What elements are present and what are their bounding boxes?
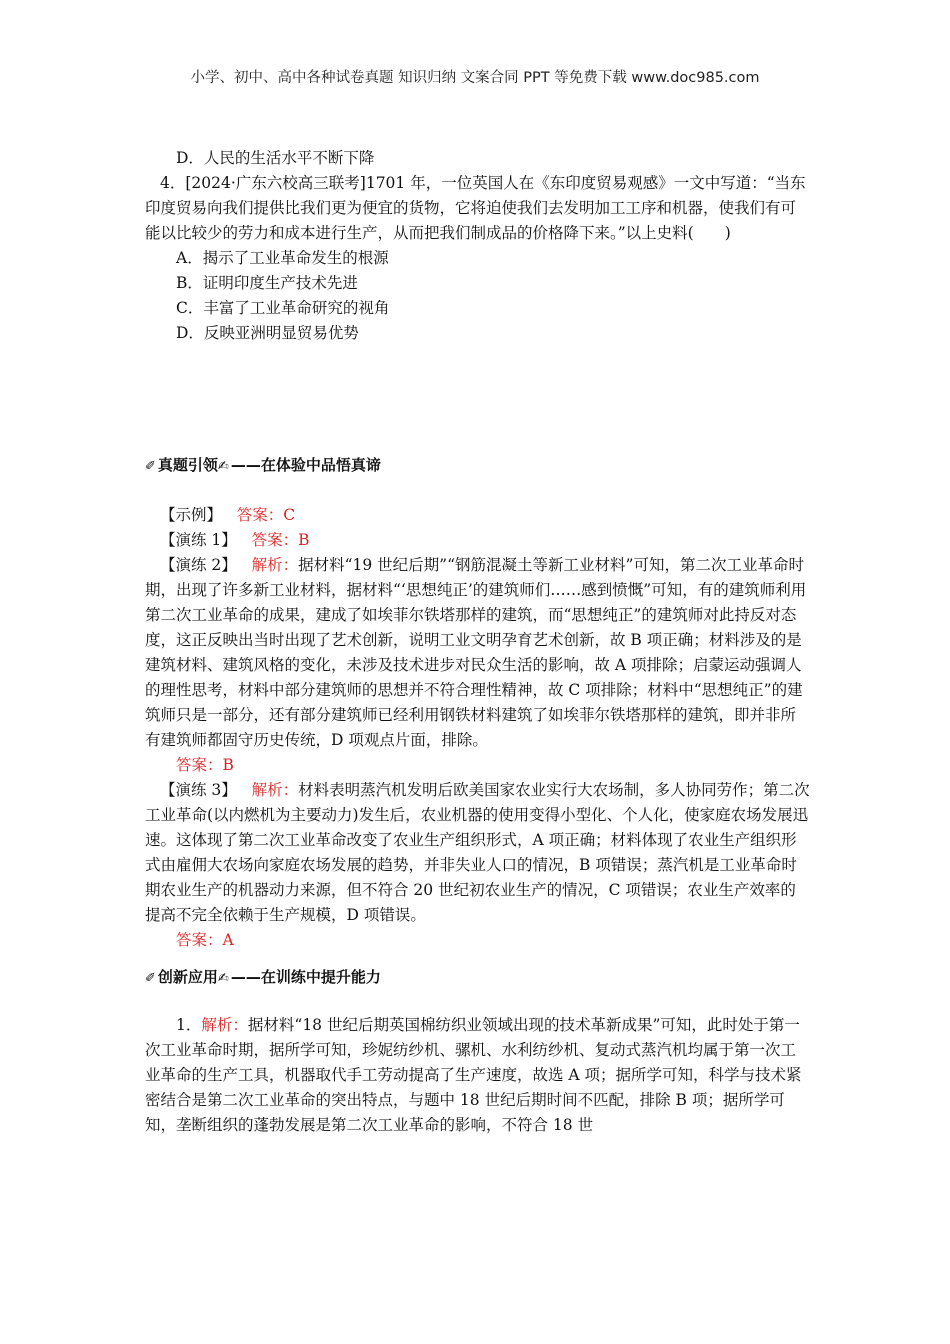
example-label: 【示例】: [160, 506, 223, 524]
item-1-analysis-label: 解析：: [201, 1016, 248, 1034]
drill-2-analysis: [145, 553, 810, 753]
item-1-number: 1．: [176, 1016, 202, 1034]
drill-1-label: 【演练 1】: [160, 531, 237, 549]
document-body: [145, 146, 810, 1138]
pen-icon: ✐: [145, 459, 156, 474]
writing-hand-icon: ✍: [217, 459, 229, 474]
example-answer: [145, 503, 810, 528]
page-header: 小学、初中、高中各种试卷真题 知识归纳 文案合同 PPT 等免费下载 www.doc985.com: [190, 70, 760, 86]
q4-option-d: D．反映亚洲明显贸易优势: [176, 324, 359, 342]
drill-2-analysis-text: 据材料“19 世纪后期”“钢筋混凝土等新工业材料”可知，第二次工业革命时期，出现了许多新工业材料，据材料“‘思想纯正’的建筑师们……感到愤慨”可知，有的建筑师利用第二次工业革命的成果，建成了如埃菲尔铁塔那样的建筑，而“思想纯正”的建筑师对此持反对态度，这正反映出当时出现了艺术创新，说明工业文明孕育艺术创新，故 B 项正确；材料涉及的是建筑材料、建筑风格的变化，未涉及技术进步对民众生活的影响，故 A 项排除；启蒙运动强调人的理性思考，材料中部分建筑师的思想并不符合理性精神，故 C 项排除；材料中“思想纯正”的建筑师只是一部分，还有部分建筑师已经利用钢铁材料建筑了如埃菲尔铁塔那样的建筑，即并非所有建筑师都固守历史传统，D 项观点片面，排除。: [145, 556, 807, 749]
drill-3-analysis: [145, 778, 810, 928]
section-heading-innovation: ✐ 创新应用✍ ——在训练中提升能力: [145, 968, 381, 986]
q4-option-a: A．揭示了工业革命发生的根源: [176, 249, 389, 267]
drill-2-answer: 答案：B: [176, 756, 234, 774]
drill-2-label: 【演练 2】: [160, 556, 237, 574]
example-answer-text: 答案：C: [236, 506, 296, 524]
question-4-stem: 4．[2024·广东六校高三联考]1701 年，一位英国人在《东印度贸易观感》一文中写道：“当东印度贸易向我们提供比我们更为便宜的货物，它将迫使我们去发明加工工序和机器，使我们有可能以比较少的劳力和成本进行生产，从而把我们制成品的价格降下来。”以上史料( ): [145, 174, 806, 242]
drill-1-answer-text: 答案：B: [251, 531, 310, 549]
item-1-analysis-text: 据材料“18 世纪后期英国棉纺织业领域出现的技术革新成果”可知，此时处于第一次工业革命时期，据所学可知，珍妮纺纱机、骡机、水利纺纱机、复动式蒸汽机均属于第一次工业革命的生产工具，机器取代手工劳动提高了生产速度，故选 A 项；据所学可知，科学与技术紧密结合是第二次工业革命的突出特点，与题中 18 世纪后期时间不匹配，排除 B 项；据所学可知，垄断组织的蓬勃发展是第二次工业革命的影响，不符合 18 世: [145, 1016, 802, 1134]
q4-option-b: B．证明印度生产技术先进: [176, 274, 358, 292]
q4-option-c: C．丰富了工业革命研究的视角: [176, 299, 390, 317]
pen-icon: ✐: [145, 971, 156, 986]
prev-option-d: D．人民的生活水平不断下降: [176, 149, 375, 167]
drill-3-label: 【演练 3】: [160, 781, 237, 799]
drill-2-analysis-label: 解析：: [251, 556, 299, 574]
drill-3-answer: 答案：A: [176, 931, 234, 949]
writing-hand-icon: ✍: [217, 971, 229, 986]
drill-3-analysis-label: 解析：: [251, 781, 299, 799]
drill-3-analysis-text: 材料表明蒸汽机发明后欧美国家农业实行大农场制，多人协同劳作；第二次工业革命(以内燃机为主要动力)发生后，农业机器的使用变得小型化、个人化，使家庭农场发展迅速。这体现了第二次工业革命改变了农业生产组织形式，A 项正确；材料体现了农业生产组织形式由雇佣大农场向家庭农场发展的趋势，并非失业人口的情况，B 项错误；蒸汽机是工业革命时期农业生产的机器动力来源，但不符合 20 世纪初农业生产的情况，C 项错误；农业生产效率的提高不完全依赖于生产规模，D 项错误。: [145, 781, 810, 924]
section-heading-real-questions: ✐ 真题引领✍ ——在体验中品悟真谛: [145, 456, 381, 474]
drill-1-answer: [145, 528, 810, 553]
item-1-analysis: [145, 1013, 810, 1138]
